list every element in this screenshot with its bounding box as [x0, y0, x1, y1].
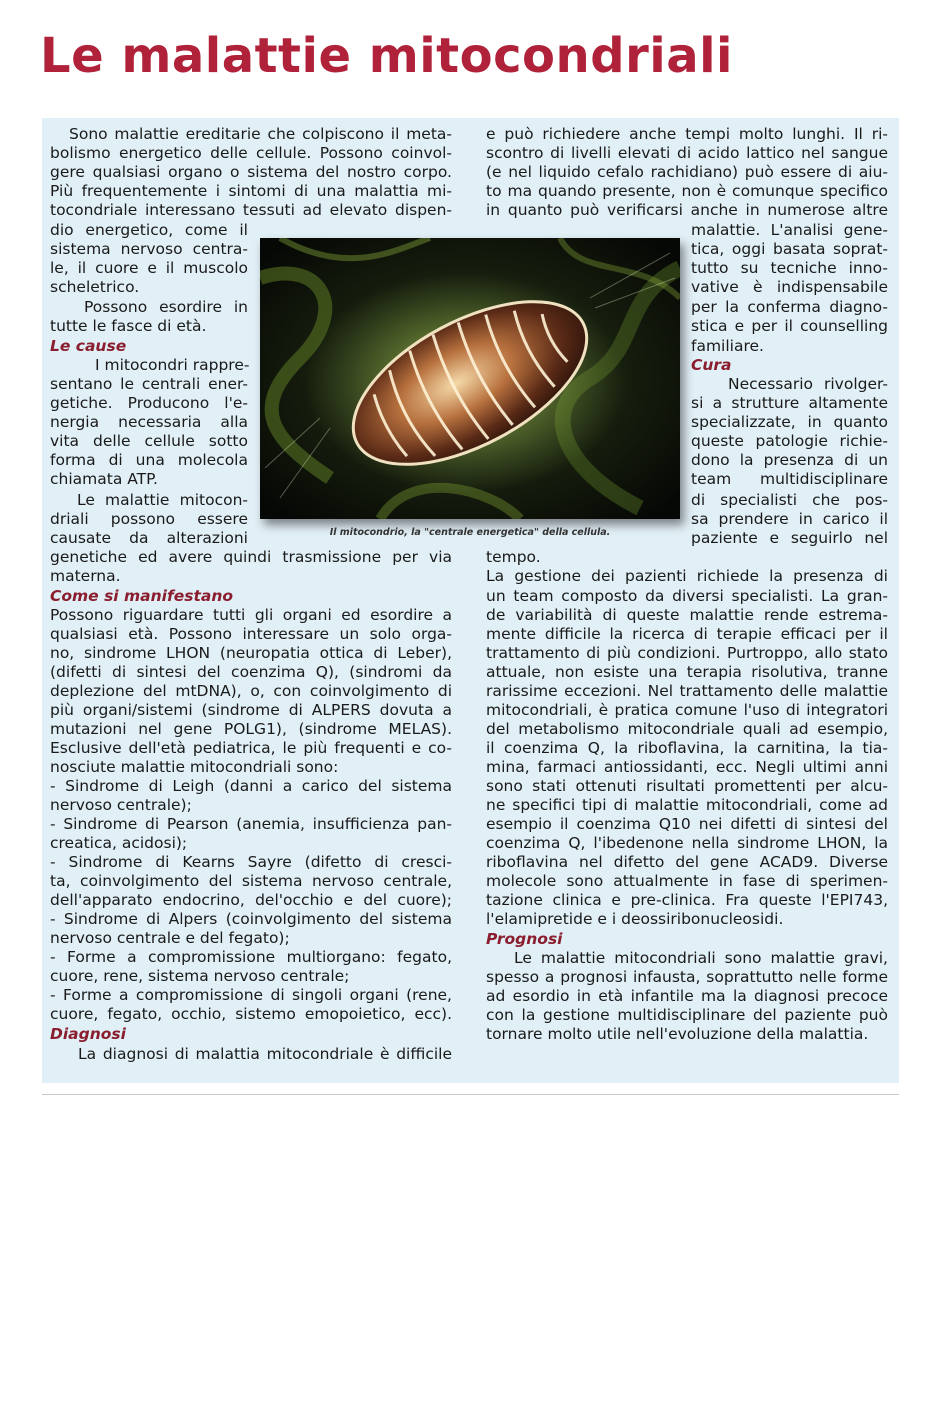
col1-line: gere qualsiasi organo o sistema del nostro corpo. — [50, 163, 452, 181]
col2-line: stica e per il counselling — [691, 317, 888, 335]
col1-line: - Forme a compromissione multiorgano: fegato, — [50, 948, 452, 966]
col2-line: si a strutture altamente — [691, 394, 888, 412]
col2-line: del metabolismo mitocondriale quali ad esempio, — [486, 720, 888, 738]
col1-line: le, il cuore e il muscolo — [50, 259, 248, 277]
col2-line: (e nel liquido cefalo rachidiano) può essere di aiu- — [486, 163, 888, 181]
col2-line: l'elamipretide e i deossiribonucleosidi. — [486, 910, 784, 928]
mitochondrion-image — [260, 238, 680, 519]
col1-line: (difetti di sintesi del coenzima Q), (sindromi da — [50, 663, 452, 681]
col1-line: no, sindrome LHON (neuropatia ottica di Leber), — [50, 644, 452, 662]
col2-line: il coenzima Q, la riboflavina, la carnitina, la tia- — [486, 739, 888, 757]
col2-line: in quanto può verificarsi anche in numerose altre — [486, 201, 888, 219]
col1-line: I mitocondri rappre- — [95, 356, 250, 374]
col2-line: de variabilità di queste malattie rende estrema- — [486, 606, 888, 624]
heading-diagnosi: Diagnosi — [50, 1025, 126, 1043]
col1-line: cuore, rene, sistema nervoso centrale; — [50, 967, 350, 985]
col1-line: - Sindrome di Alpers (coinvolgimento del sistema — [50, 910, 452, 928]
bottom-divider — [42, 1094, 899, 1095]
col2-line: tazione clinica e pre-clinica. Fra queste l'EPI743, — [486, 891, 888, 909]
col2-line: to ma quando presente, non è comunque specifico — [486, 182, 888, 200]
col2-line: Necessario rivolger- — [728, 375, 888, 393]
col2-line: tempo. — [486, 548, 541, 566]
col2-line: ad esordio in età infantile ma la diagnosi precoce — [486, 987, 888, 1005]
heading-prognosi: Prognosi — [486, 930, 563, 948]
col2-line: con la gestione multidisciplinare del paziente può — [486, 1006, 888, 1024]
col2-line: riboflavina nel difetto del gene ACAD9. Diverse — [486, 853, 888, 871]
col1-line: - Sindrome di Kearns Sayre (difetto di cresci- — [50, 853, 452, 871]
col2-line: mente difficile la ricerca di terapie efficaci per il — [486, 625, 888, 643]
col1-line: La diagnosi di malattia mitocondriale è difficile — [78, 1045, 452, 1063]
col1-line: - Sindrome di Pearson (anemia, insufficienza pan- — [50, 815, 452, 833]
col1-line: tutte le fasce di età. — [50, 317, 207, 335]
col1-line: genetiche ed avere quindi trasmissione per via — [50, 548, 452, 566]
col1-line: nervoso centrale e del fegato); — [50, 929, 290, 947]
col2-line: sono stati ottenuti risultati promettenti per alcu- — [486, 777, 888, 795]
col2-line: paziente e seguirlo nel — [691, 529, 888, 547]
col1-line: Più frequentemente i sintomi di una malattia mi- — [50, 182, 452, 200]
col2-line: queste patologie richie- — [691, 432, 888, 450]
col2-line: spesso a prognosi infausta, soprattutto nelle forme — [486, 968, 888, 986]
col2-line: vative è indispensabile — [691, 278, 888, 296]
col2-line: tornare molto utile nell'evoluzione della malattia. — [486, 1025, 869, 1043]
col1-line: ta, coinvolgimento del sistema nervoso centrale, — [50, 872, 452, 890]
col2-line: di specialisti che pos- — [691, 491, 888, 509]
col1-line: sentano le centrali ener- — [50, 375, 248, 393]
col2-line: tutto su tecniche inno- — [691, 259, 888, 277]
col2-line: Le malattie mitocondriali sono malattie gravi, — [514, 949, 888, 967]
col1-line: Possono riguardare tutti gli organi ed esordire a — [50, 606, 452, 624]
col2-line: dono la presenza di un — [691, 451, 888, 469]
col1-line: più organi/sistemi (sindrome di ALPERS dovuta a — [50, 701, 452, 719]
col2-line: familiare. — [691, 337, 764, 355]
col1-line: nergia necessaria alla — [50, 413, 248, 431]
col1-line: tocondriale interessano tessuti ad elevato dispen- — [50, 201, 452, 219]
col2-line: mitocondriali, è pratica comune l'uso di integratori — [486, 701, 888, 719]
col1-line: sistema nervoso centra- — [50, 240, 248, 258]
col1-line: Sono malattie ereditarie che colpiscono il meta- — [69, 125, 452, 143]
heading-le-cause: Le cause — [50, 337, 127, 355]
col1-line: bolismo energetico delle cellule. Possono coinvol- — [50, 144, 452, 162]
col1-line: scheletrico. — [50, 278, 140, 296]
col2-line: La gestione dei pazienti richiede la presenza di — [486, 567, 888, 585]
col1-line: getiche. Producono l'e- — [50, 394, 248, 412]
col2-line: malattie. L'analisi gene- — [691, 221, 888, 239]
col1-line: - Forme a compromissione di singoli organi (rene, — [50, 986, 452, 1004]
col1-line: chiamata ATP. — [50, 470, 158, 488]
mitochondrion-illustration — [260, 238, 680, 519]
col1-line: qualsiasi età. Possono interessare un solo orga- — [50, 625, 452, 643]
col2-line: mina, farmaci antiossidanti, ecc. Negli ultimi anni — [486, 758, 888, 776]
col1-line: nervoso centrale); — [50, 796, 192, 814]
col2-line: team multidisciplinare — [691, 470, 888, 488]
col2-line: per la conferma diagno- — [691, 298, 888, 316]
col1-line: mutazioni nel gene POLG1), (sindrome MELAS). — [50, 720, 452, 738]
col1-line: Esclusive dell'età pediatrica, le più frequenti e co- — [50, 739, 452, 757]
col2-line: rarissime eccezioni. Nel trattamento delle malattie — [486, 682, 888, 700]
col2-line: attuale, non esiste una terapia risolutiva, tranne — [486, 663, 888, 681]
col2-line: trattamento di più condizioni. Purtroppo, allo stato — [486, 644, 888, 662]
col2-line: e può richiedere anche tempi molto lunghi. Il ri- — [486, 125, 888, 143]
col1-line: dell'apparato endocrino, del'occhio e del cuore); — [50, 891, 452, 909]
col1-line: Possono esordire in — [84, 298, 248, 316]
col2-line: specializzate, in quanto — [691, 413, 888, 431]
col2-line: ne specifici tipi di malattie mitocondriali, come ad — [486, 796, 888, 814]
col1-line: creatica, acidosi); — [50, 834, 188, 852]
col2-line: un team composto da diversi specialisti. La gran- — [486, 587, 888, 605]
col1-line: Le malattie mitocon- — [77, 491, 248, 509]
heading-cura: Cura — [691, 356, 732, 374]
page-title: Le malattie mitocondriali — [40, 28, 733, 84]
col1-line: vita delle cellule sotto — [50, 432, 248, 450]
heading-come-si-manifestano: Come si manifestano — [50, 587, 234, 605]
col1-line: driali possono essere — [50, 510, 248, 528]
col2-line: scontro di livelli elevati di acido lattico nel sangue — [486, 144, 888, 162]
col2-line: esempio il coenzima Q10 nei difetti di sintesi del — [486, 815, 888, 833]
col1-line: forma di una molecola — [50, 451, 248, 469]
col1-line: - Sindrome di Leigh (danni a carico del sistema — [50, 777, 452, 795]
col1-line: materna. — [50, 567, 121, 585]
col1-line: dio energetico, come il — [50, 221, 248, 239]
col2-line: sa prendere in carico il — [691, 510, 888, 528]
col1-line: nosciute malattie mitocondriali sono: — [50, 758, 339, 776]
col1-line: cuore, fegato, occhio, sistemo emopoietico, ecc). — [50, 1005, 452, 1023]
col2-line: tica, oggi basata soprat- — [691, 240, 888, 258]
col2-line: coenzima Q, l'ibedenone nella sindrome LHON, la — [486, 834, 888, 852]
col1-line: deplezione del mtDNA), o, con coinvolgimento di — [50, 682, 452, 700]
col1-line: causate da alterazioni — [50, 529, 248, 547]
figure-caption: Il mitocondrio, la "centrale energetica" della cellula. — [329, 527, 611, 538]
col2-line: molecole sono attualmente in fase di sperimen- — [486, 872, 888, 890]
